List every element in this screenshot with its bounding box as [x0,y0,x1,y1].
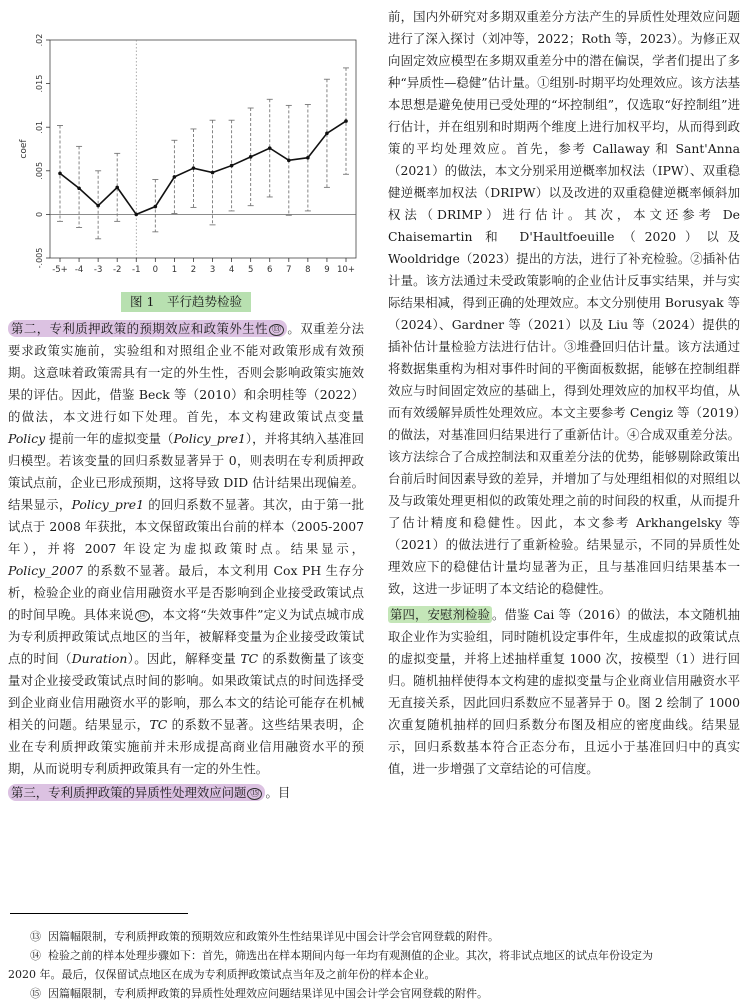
text-run: ），并将其纳入基准回归模型。若该变量的回归系数显著异于 0，则表明在专利质押政策试点前，企业已形成预期，这将导致 DID 估计结果出现偏差。结果显示， [8,431,364,512]
x-tick-label: -3 [93,265,103,275]
x-tick-label: 4 [228,265,235,275]
coefficient-point [192,166,196,170]
coefficient-point [344,119,348,123]
variable-policy-2007: Policy_2007 [8,563,83,578]
x-tick-label: 2 [190,265,197,275]
paragraph-expectation [8,318,364,780]
x-tick-label: 5 [247,265,254,275]
coefficient-point [230,164,234,168]
footnote-number: ⑬ [30,930,41,943]
x-tick-label: 9 [324,265,330,275]
heading-text: 第三，专利质押政策的异质性处理效应问题 [11,785,247,800]
text-run: 的系数不显著。最后，本文利用 Cox PH 生存分析，检验企业的商业信用融资水平是否影响到企业接受政策试点的时间早晚。具体来说 [8,563,364,622]
x-tick-label: 7 [286,265,292,275]
x-tick-label: -4 [74,265,84,275]
footnote-14-continued: 2020 年。最后，仅保留试点地区在成为专利质押政策试点当年及之前年份的样本企业。 [8,968,436,981]
footnote-13 [8,927,738,946]
variable-policy-pre1: Policy_pre1 [71,497,144,512]
text-run: 。目 [265,785,291,800]
footnote-text: 因篇幅限制，专利质押政策的异质性处理效应问题结果详见中国会计学会官网登载的附件。 [48,987,488,1000]
figure-1 [8,0,364,292]
x-tick-label: 0 [152,265,159,275]
section-heading-placebo: 第四，安慰剂检验 [390,607,491,622]
x-tick-label: 8 [305,265,311,275]
paragraph-heterogeneity-start [8,782,364,804]
x-tick-label: -5+ [52,265,68,275]
coefficient-point [268,146,272,150]
coefficient-point [134,213,138,217]
footnote-ref-15[interactable]: ⑮ [247,788,262,800]
footnote-ref-13[interactable]: ⑬ [269,324,284,336]
footnote-text: 检验之前的样本处理步骤如下：首先，筛选出在样本期间内每一年均有观测值的企业。其次，将非试点地区的试点年份设定为 [48,949,653,962]
variable-duration: Duration [71,651,128,666]
coefficient-point [306,156,310,160]
text-run: 。借鉴 Cai 等（2016）的做法，本文随机抽取企业作为实验组，同时随机设定事件年，生成虚拟的政策试点的虚拟变量，并将上述抽样重复 1000 次，按模型（1）进行回归。随机抽样使得本文构建的虚拟变量与企业商业信用融资水平无直接关系，因此回归系数应不显著异于 0。图 2 绘制了 1000 次重复随机抽样的回归系数分布图及相应的密度曲线。结果显示，回归系数基本符合正态分布，且远小于基准回归中的真实值，进一步增强了文章结论的可信度。 [388,607,740,776]
y-tick-label: .015 [35,74,44,93]
plot-area [50,40,356,258]
footnotes [8,927,738,1003]
x-tick-label: 6 [267,265,273,275]
footnote-ref-14[interactable]: ⑭ [135,610,150,622]
text-run: ）。因此，解释变量 [127,651,241,666]
y-axis-label: coef [19,139,29,159]
y-tick-label: -.005 [35,247,44,269]
y-tick-label: .01 [35,120,44,134]
y-tick-label: .02 [35,33,44,47]
paragraph-placebo [388,604,740,780]
footnote-number: ⑮ [30,987,41,1000]
right-column [388,6,740,780]
text-run: 。双重差分法要求政策实施前，实验组和对照组企业不能对政策形成有效预期。这意味着政策需具有一定的外生性，否则会影响政策实施效果的评估。因此，借鉴 Beck 等（2010）和余明桂等（2022）的做法，本文进行如下处理。首先，本文构建政策试点变量 [8,321,365,424]
text-run: 提前一年的虚拟变量（ [45,431,174,446]
x-tick-label: -1 [132,265,141,275]
parallel-trend-chart [8,0,364,292]
x-tick-label: 3 [209,265,216,275]
footnote-divider [10,913,188,914]
coefficient-point [325,132,329,136]
footnote-number: ⑭ [30,949,41,962]
variable-tc: TC [240,651,259,666]
coefficient-point [249,155,253,159]
y-tick-label: 0 [35,211,44,217]
coefficient-point [154,205,158,209]
x-tick-label: 1 [171,265,178,275]
variable-policy-pre1: Policy_pre1 [173,431,246,446]
coefficient-point [287,159,291,163]
coefficient-point [173,175,177,179]
paragraph-heterogeneity: 前，国内外研究对多期双重差分方法产生的异质性处理效应问题进行了深入探讨（刘冲等，2022；Roth 等，2023）。为修正双向固定效应模型在多期双重差分中的潜在偏误，学者们提出了多种“异质性—稳健”估计量。①组别-时期平均处理效应。该方法基本思想是避免使用已受处理的“坏控制组”，仅选取“好控制组”进行估计，并在组别和时期两个维度上进行加权平均，从而得到政策的平均处理效应。首先，参考 Callaway 和 Sant'Anna（2021）的做法，本文分别采用逆概率加权法（IPW）、双重稳健逆概率加权法（DRIPW）以及改进的双重稳健逆概率倾斜加权法（DRIMP）进行估计。其次，本文还参考 De Chaisemartin 和 D'Haultfoeuille（2020）以及 Wooldridge（2023）提出的方法，进行了补充检验。②插补估计量。该方法通过未受政策影响的企业估计反事实结果，并与实际结果相减，得到正确的处理效应。本文分别使用 Borusyak 等（2024）、Gardner 等（2021）以及 Liu 等（2024）提供的插补估计量检验方法进行估计。③堆叠回归估计量。该方法通过将数据集重构为相对事件时间的平衡面板数据，能够在控制组群效应与时间固定效应的基础上，得到处理效应的加权平均值，从而有效缓解异质性处理效应。本文主要参考 Cengiz 等（2019）的做法，对基准回归结果进行了重新估计。④合成双重差分法。该方法综合了合成控制法和双重差分法的优势，能够剔除政策出台前后时间因素导致的差异，并增加了与处理组相似的对照组以及与政策处理更相似的政策处理之前的时间段的权重，从而提升了估计精度和稳健性。因此，本文参考 Arkhangelsky 等（2021）的做法进行了重新检验。结果显示，不同的异质性处理效应下的稳健估计量均显著为正，且与基准回归结果基本一致，这进一步证明了本文结论的稳健性。 [388,9,740,596]
text-run: 的系数不显著。这些结果表明，企业在专利质押政策实施前并未形成提高商业信用融资水平的预期，从而说明专利质押政策具有一定的外生性。 [8,717,364,776]
text-run: 的回归系数不显著。其次，由于第一批试点于 2008 年获批，本文保留政策出台前的样本（2005-2007 年），并将 2007 年设定为虚拟政策时点。结果显示， [8,497,365,556]
coefficient-point [58,172,62,176]
variable-policy: Policy [8,431,46,446]
coefficient-point [211,171,215,175]
heading-text: 第二，专利质押政策的预期效应和政策外生性 [11,321,268,336]
coefficient-point [115,186,119,190]
x-tick-label: -2 [112,265,122,275]
y-tick-label: .005 [35,161,44,180]
footnote-text: 因篇幅限制，专利质押政策的预期效应和政策外生性结果详见中国会计学会官网登载的附件。 [48,930,499,943]
text-run: 的系数衡量了该变量对企业接受政策试点时间的影响。如果政策试点的时间选择受到企业商业信用融资水平的影响，那么本文的结论可能存在机械相关的问题。结果显示， [8,651,365,732]
footnote-15 [8,984,738,1003]
variable-tc: TC [149,717,168,732]
section-heading-heterogeneity [8,784,265,801]
section-heading-expectation [8,320,287,337]
footnote-14 [8,946,738,965]
figure-1-caption: 图 1 平行趋势检验 [121,292,251,312]
coefficient-point [96,204,100,208]
text-run: ，本文将“失效事件”定义为试点城市成为专利质押政策试点地区的当年，被解释变量为企业接受政策试点的时间（ [8,607,364,666]
left-column [8,0,364,804]
x-tick-label: 10+ [337,265,355,275]
coefficient-point [77,186,81,190]
